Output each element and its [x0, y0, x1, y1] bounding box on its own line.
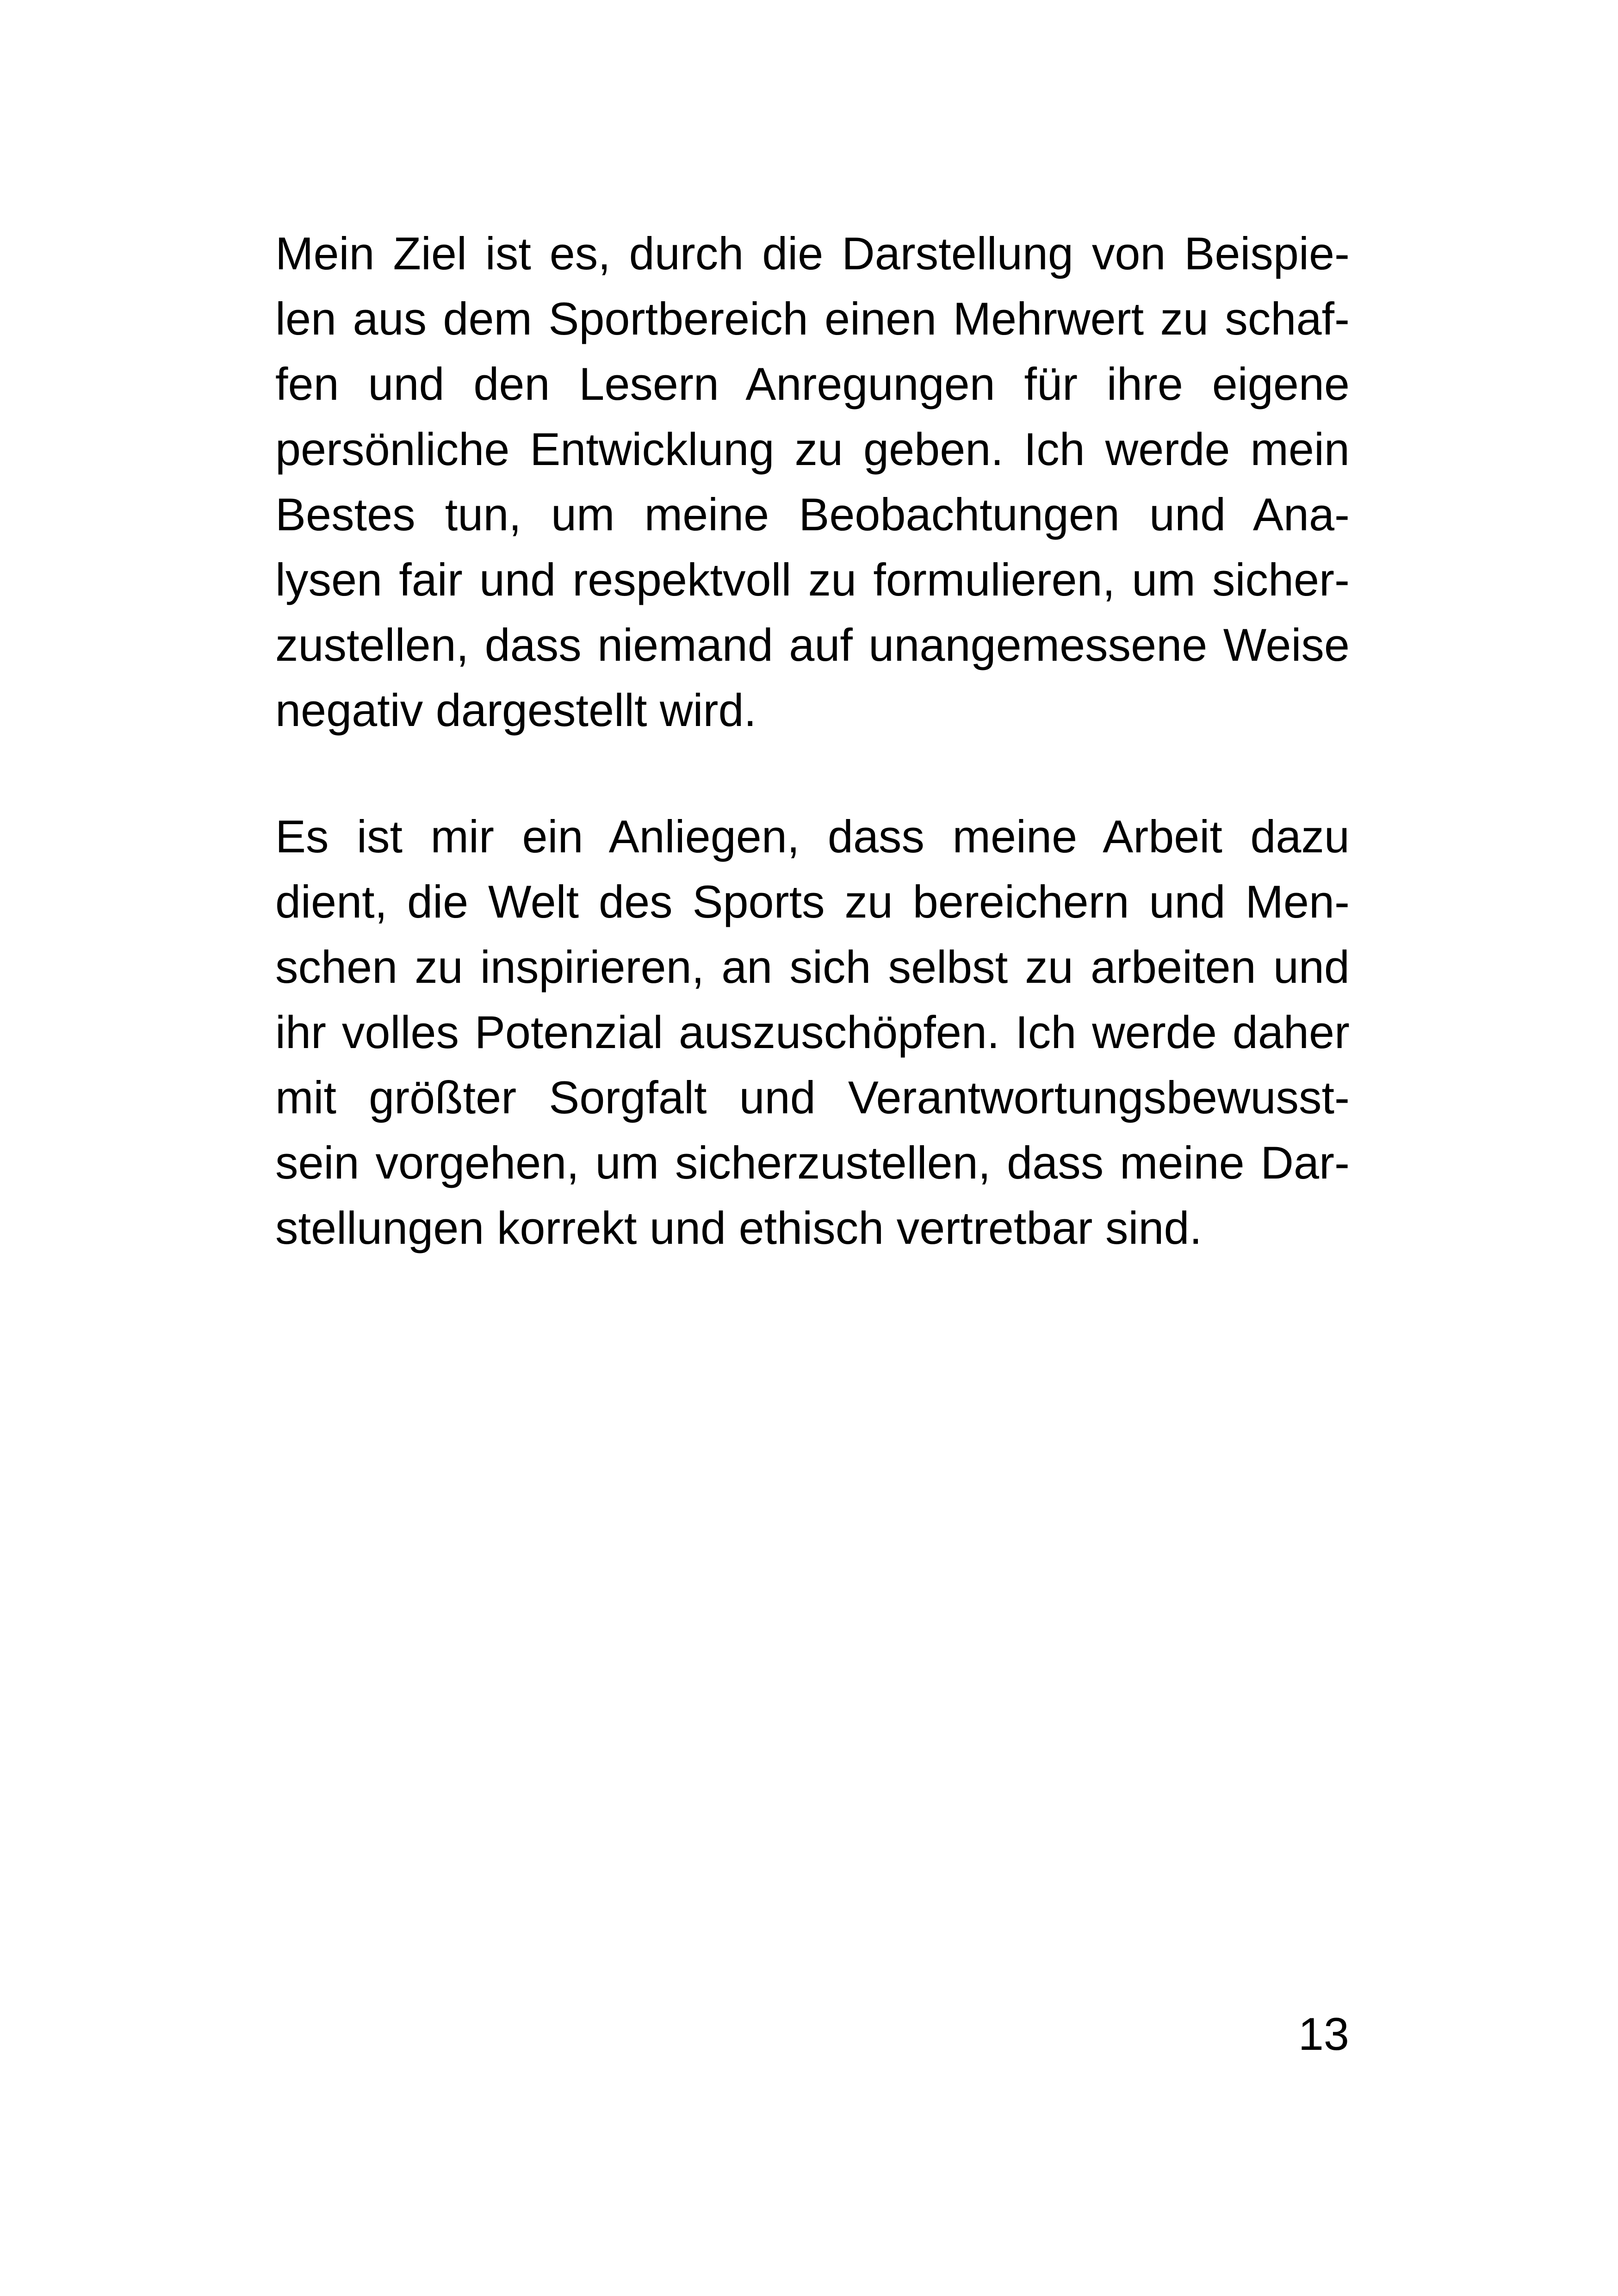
paragraph-line: stellungen korrekt und ethisch vertretbar sind.	[275, 1202, 1203, 1253]
paragraph-line: ihr volles Potenzial auszuschöpfen. Ich werde daher	[275, 1006, 1350, 1058]
paragraph-line: fen und den Lesern Anregungen für ihre eigene	[275, 358, 1350, 410]
paragraph-1	[275, 221, 1350, 743]
paragraph-line: dient, die Welt des Sports zu bereichern und Men-	[275, 876, 1350, 927]
paragraph-line: persönliche Entwicklung zu geben. Ich werde mein	[275, 423, 1350, 475]
paragraph-line: mit größter Sorgfalt und Verantwortungsbewusst-	[275, 1072, 1350, 1123]
page-number: 13	[1298, 2008, 1349, 2060]
paragraph-line: Es ist mir ein Anliegen, dass meine Arbeit dazu	[275, 811, 1350, 862]
paragraph-line: zustellen, dass niemand auf unangemessene Weise	[275, 619, 1350, 670]
paragraph-line: Mein Ziel ist es, durch die Darstellung von Beispie-	[275, 228, 1350, 279]
paragraph-line: sein vorgehen, um sicherzustellen, dass meine Dar-	[275, 1137, 1350, 1188]
paragraph-2	[275, 804, 1350, 1260]
paragraph-line: lysen fair und respektvoll zu formulieren, um sicher-	[275, 554, 1350, 605]
paragraph-line: schen zu inspirieren, an sich selbst zu arbeiten und	[275, 941, 1350, 993]
paragraph-line: Bestes tun, um meine Beobachtungen und Ana-	[275, 489, 1350, 540]
paragraph-line: len aus dem Sportbereich einen Mehrwert zu schaf-	[275, 293, 1350, 344]
paragraph-line: negativ dargestellt wird.	[275, 684, 757, 736]
